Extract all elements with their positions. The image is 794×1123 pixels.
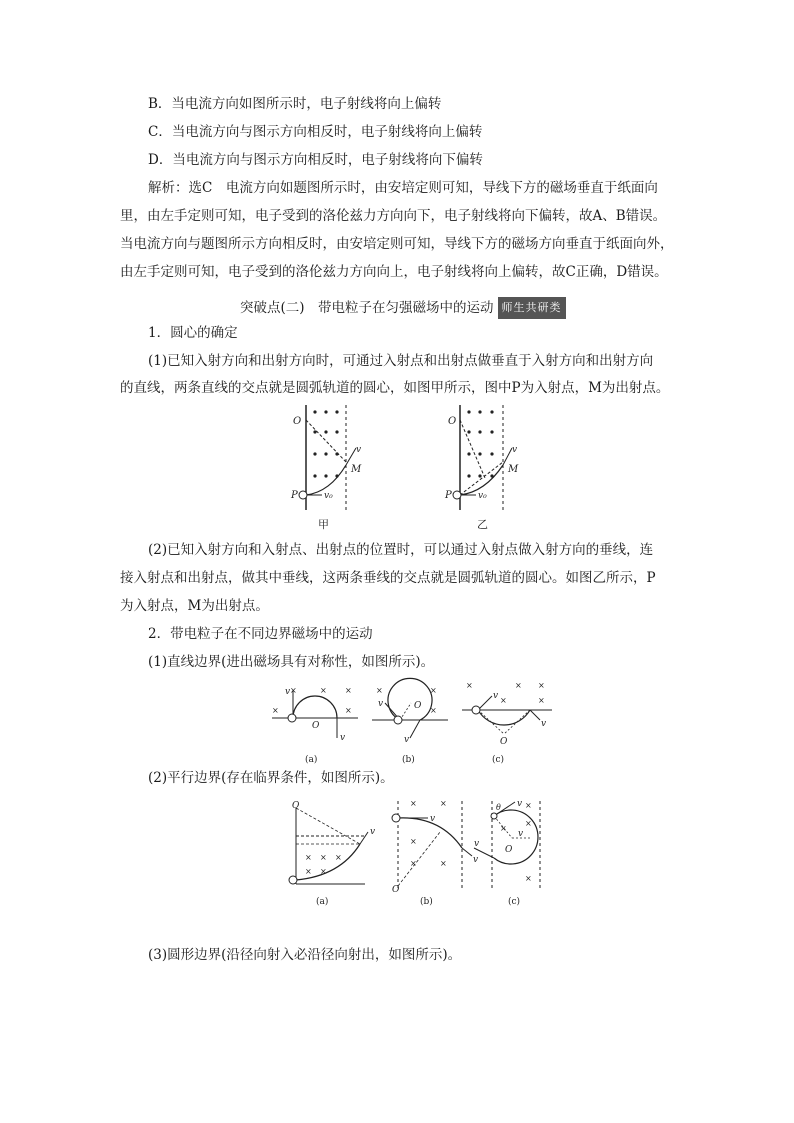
label-v: v [517,799,523,809]
caption-c: (c) [508,897,521,907]
section-badge: 师生共研类 [498,297,566,319]
figure-straight-b [372,678,448,765]
cross-mark: × [305,853,312,862]
label-O: O [500,737,508,747]
sub2-parallel-boundary: (2)平行边界(存在临界条件，如图所示)。 [148,770,394,786]
cross-mark: × [538,681,545,690]
label-v: v [340,733,346,743]
heading-center-determination: 1．圆心的确定 [148,325,238,341]
para2-line-3: 为入射点，M为出射点。 [120,598,269,614]
cross-mark: × [500,696,507,705]
para2-line-1: (2)已知入射方向和入射点、出射点的位置时，可以通过入射点做入射方向的垂线，连 [148,542,654,558]
cross-mark: × [345,706,352,715]
label-v: v [541,719,547,729]
figure-straight-boundary [0,678,794,768]
label-O: O [448,416,457,427]
caption-yi: 乙 [477,518,488,531]
figure-parallel-b [392,799,478,907]
caption-jia: 甲 [318,518,329,531]
figure-parallel-a [289,801,375,907]
cross-mark: × [376,686,383,695]
analysis-line-1: 解析：选C 电流方向如题图所示时，由安培定则可知，导线下方的磁场垂直于纸面向 [148,180,658,196]
label-O: O [414,701,422,711]
label-O: O [312,721,320,731]
label-v: v [430,814,436,824]
figure-parallel-boundary [0,796,794,916]
option-d: D．当电流方向与图示方向相反时，电子射线将向下偏转 [148,152,483,168]
caption-a: (a) [305,755,318,765]
section-title [240,297,566,319]
cross-mark: × [410,799,417,808]
analysis-line-4: 由左手定则可知，电子受到的洛伦兹力方向向上，电子射线将向上偏转，故C正确，D错误。 [120,264,668,280]
label-v: v [518,829,524,839]
label-theta: θ [496,803,501,812]
analysis-line-2: 里，由左手定则可知，电子受到的洛伦兹力方向向下，电子射线将向下偏转，故A、B错误。 [120,208,667,224]
heading-boundaries: 2．带电粒子在不同边界磁场中的运动 [148,626,373,642]
cross-mark: × [430,686,437,695]
cross-mark: × [305,867,312,876]
cross-mark: × [345,686,352,695]
cross-mark: × [525,874,532,883]
cross-mark: × [466,681,473,690]
label-O: O [292,801,300,811]
analysis-line-3: 当电流方向与题图所示方向相反时，由安培定则可知，导线下方的磁场方向垂直于纸面向外， [120,236,674,252]
figure-jia [290,405,362,531]
label-P: P [291,490,298,501]
label-v: v [512,445,518,455]
cross-mark: × [290,686,297,695]
caption-b: (b) [420,897,433,907]
cross-mark: × [525,801,532,810]
label-v0: v₀ [478,491,487,501]
cross-mark: × [272,706,279,715]
cross-mark: × [410,859,417,868]
label-M: M [508,464,519,475]
label-O: O [293,416,302,427]
figure-parallel-c [474,799,540,907]
figure-yi [444,405,519,531]
label-v: v [404,735,410,745]
figure-straight-c [462,681,552,765]
label-v: v [356,445,362,455]
option-c: C．当电流方向与图示方向相反时，电子射线将向上偏转 [148,124,483,140]
cross-mark: × [440,799,447,808]
sub3-circular-boundary: (3)圆形边界(沿径向射入必沿径向射出，如图所示)。 [148,947,462,963]
label-v: v [474,839,480,849]
cross-mark: × [320,853,327,862]
option-b: B．当电流方向如图所示时，电子射线将向上偏转 [148,96,442,112]
caption-c: (c) [492,755,505,765]
figure-center-determination [0,400,794,530]
cross-mark: × [410,837,417,846]
cross-mark: × [440,859,447,868]
label-v: v [370,827,376,837]
cross-mark: × [525,819,532,828]
cross-mark: × [538,696,545,705]
label-v: v [285,687,291,697]
caption-b: (b) [402,755,415,765]
cross-mark: × [515,681,522,690]
cross-mark: × [320,867,327,876]
label-v: v [378,699,384,709]
cross-mark: × [335,853,342,862]
cross-mark: × [500,824,507,833]
label-M: M [351,464,362,475]
para1-line-1: (1)已知入射方向和出射方向时，可通过入射点和出射点做垂直于入射方向和出射方向 [148,353,654,369]
section-title-text: 突破点(二) 带电粒子在匀强磁场中的运动 [240,300,494,316]
label-O: O [392,885,400,895]
label-v: v [493,691,499,701]
label-v: v [473,855,479,865]
caption-a: (a) [316,897,329,907]
sub1-straight-boundary: (1)直线边界(进出磁场具有对称性，如图所示)。 [148,654,435,670]
label-O: O [505,845,513,855]
cross-mark: × [430,706,437,715]
figure-straight-a [272,686,358,765]
label-P: P [445,490,452,501]
label-v0: v₀ [324,491,333,501]
para2-line-2: 接入射点和出射点，做其中垂线，这两条垂线的交点就是圆弧轨道的圆心。如图乙所示，P [120,570,656,586]
para1-line-2: 的直线，两条直线的交点就是圆弧轨道的圆心，如图甲所示，图中P为入射点，M为出射点。 [120,380,670,396]
cross-mark: × [320,686,327,695]
